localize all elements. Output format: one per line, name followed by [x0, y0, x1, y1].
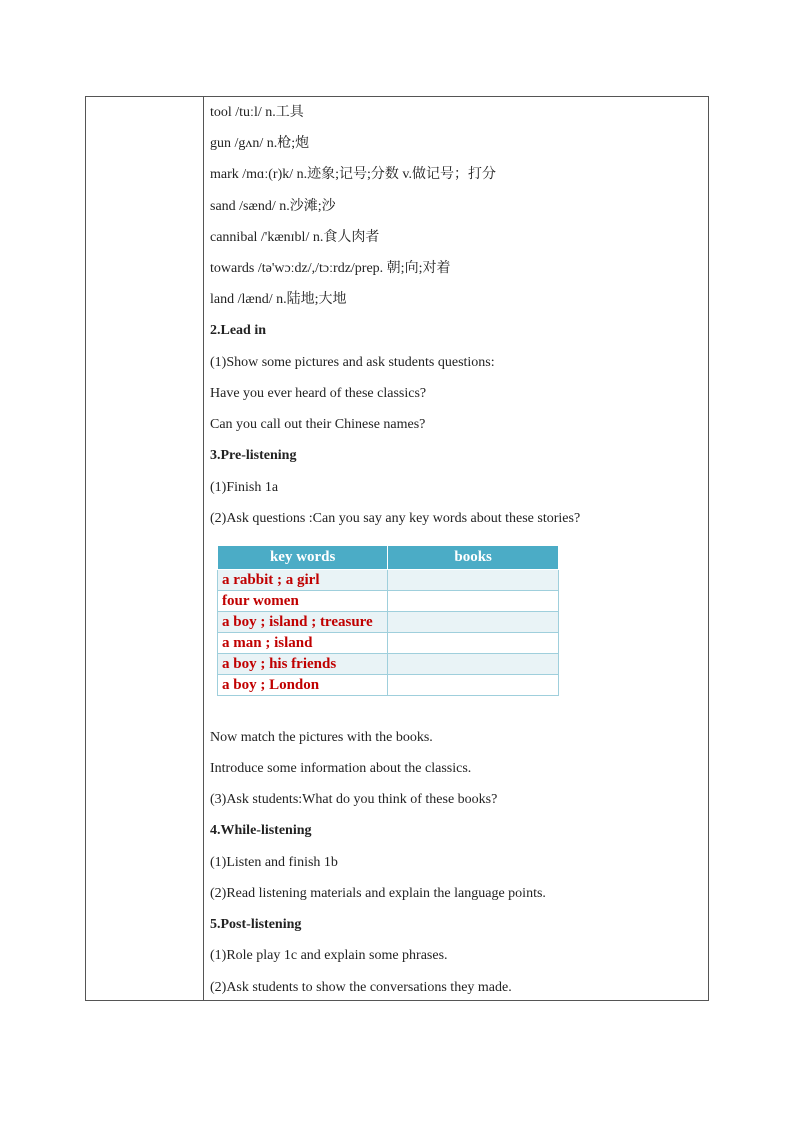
- step-line: (3)Ask students:What do you think of these books?: [210, 792, 498, 807]
- vocab-line-tool: tool /tuːl/ n.工具: [210, 105, 304, 120]
- section-heading-lead-in: 2.Lead in: [210, 323, 267, 338]
- books-cell[interactable]: [388, 675, 559, 696]
- key-words-cell: a boy ; his friends: [218, 654, 388, 675]
- step-line: Can you call out their Chinese names?: [210, 417, 426, 432]
- vocab-line-cannibal: cannibal /'kænɪbl/ n.食人肉者: [210, 230, 380, 245]
- step-line: Have you ever heard of these classics?: [210, 386, 427, 401]
- table-row: [218, 654, 559, 675]
- header-books: books: [388, 546, 559, 570]
- table-row: [218, 675, 559, 696]
- step-line: (2)Ask questions :Can you say any key words about these stories?: [210, 511, 581, 526]
- books-cell[interactable]: [388, 654, 559, 675]
- table-header-row: [218, 546, 559, 570]
- lesson-plan-table: [85, 96, 709, 1001]
- table-row: [218, 591, 559, 612]
- section-heading-while-listening: 4.While-listening: [210, 823, 312, 838]
- key-words-cell: a rabbit ; a girl: [218, 570, 388, 591]
- header-key-words: key words: [218, 546, 388, 570]
- step-line: (1)Listen and finish 1b: [210, 855, 338, 870]
- section-heading-post-listening: 5.Post-listening: [210, 917, 302, 932]
- key-words-cell: a man ; island: [218, 633, 388, 654]
- table-row: [218, 570, 559, 591]
- step-line: (2)Read listening materials and explain the language points.: [210, 886, 546, 901]
- section-heading-pre-listening: 3.Pre-listening: [210, 448, 297, 463]
- vocab-line-towards: towards /tə'wɔːdz/,/tɔːrdz/prep. 朝;向;对着: [210, 261, 451, 276]
- vocab-line-land: land /lænd/ n.陆地;大地: [210, 292, 347, 307]
- vocab-line-mark: mark /mɑː(r)k/ n.迹象;记号;分数 v.做记号；打分: [210, 167, 497, 182]
- step-line: Now match the pictures with the books.: [210, 730, 433, 745]
- step-line: (1)Show some pictures and ask students questions:: [210, 355, 495, 370]
- key-words-cell: a boy ; island ; treasure: [218, 612, 388, 633]
- step-line: (1)Role play 1c and explain some phrases.: [210, 948, 448, 963]
- step-line: (2)Ask students to show the conversations they made.: [210, 980, 512, 995]
- key-words-cell: four women: [218, 591, 388, 612]
- books-cell[interactable]: [388, 612, 559, 633]
- books-cell[interactable]: [388, 570, 559, 591]
- step-line: Introduce some information about the classics.: [210, 761, 472, 776]
- vocab-line-gun: gun /gʌn/ n.枪;炮: [210, 136, 310, 151]
- key-words-table: [217, 545, 559, 696]
- table-row: [218, 633, 559, 654]
- table-row: [218, 612, 559, 633]
- books-cell[interactable]: [388, 591, 559, 612]
- step-line: (1)Finish 1a: [210, 480, 279, 495]
- books-cell[interactable]: [388, 633, 559, 654]
- key-words-cell: a boy ; London: [218, 675, 388, 696]
- column-divider: [203, 97, 204, 1000]
- vocab-line-sand: sand /sænd/ n.沙滩;沙: [210, 199, 336, 214]
